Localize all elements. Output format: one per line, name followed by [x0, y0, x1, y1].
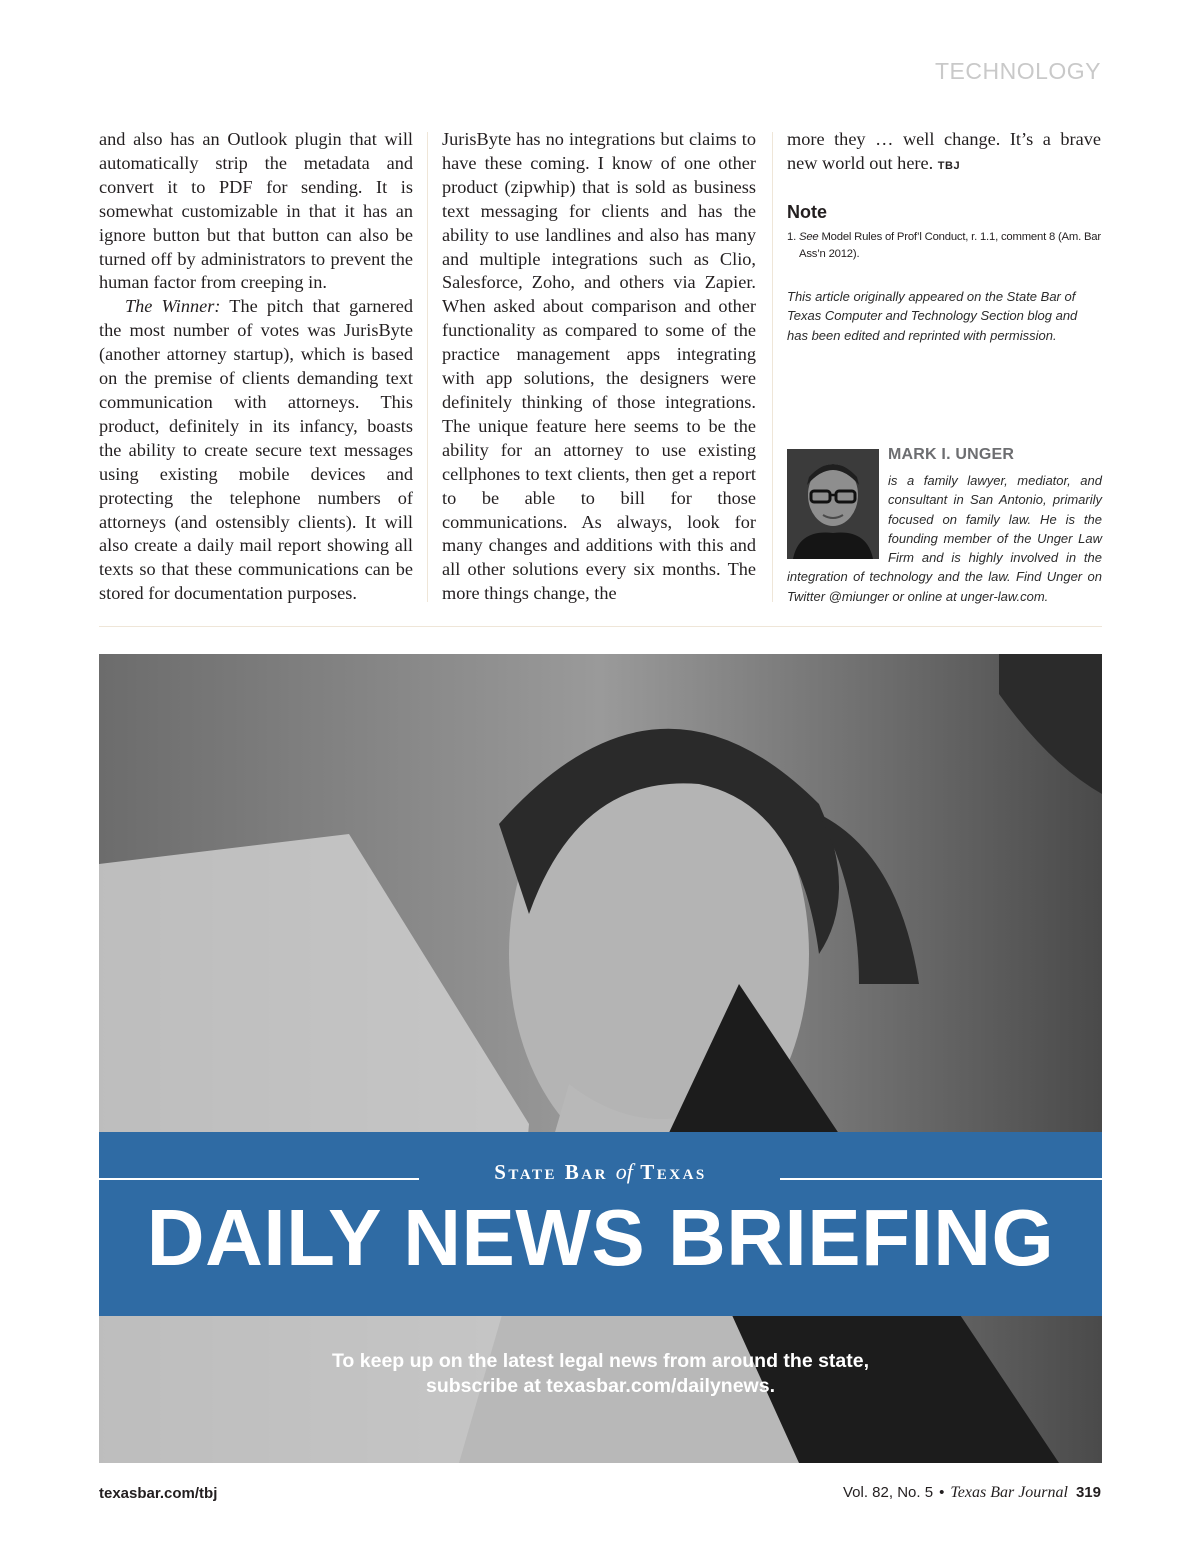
ad-banner — [99, 1132, 1102, 1316]
author-name: MARK I. UNGER — [888, 446, 1015, 463]
ad-photo — [99, 654, 1102, 1463]
paragraph-text: more they … well change. It’s a brave new world out here. — [787, 129, 1101, 173]
footer-volume: Vol. 82, No. 5 — [843, 1484, 934, 1501]
ad-organization — [99, 1159, 1102, 1185]
org-of: of — [615, 1159, 633, 1184]
ad-caption-line: To keep up on the latest legal news from around the state, — [331, 1350, 870, 1372]
notes-heading: Note — [787, 201, 827, 222]
article-column-2 — [442, 128, 756, 606]
article-column-3 — [787, 128, 1101, 345]
paragraph-lead: The Winner: — [125, 296, 221, 317]
reprint-note: This article originally appeared on the State Bar of Texas Computer and Technology Section blog and has been edited and reprinted with permission. — [787, 288, 1078, 343]
org-text: Texas — [632, 1160, 707, 1184]
author-bio — [787, 471, 1102, 606]
author-bio-text: is a family lawyer, mediator, and consultant in San Antonio, primarily focused on family law. He is the founding member of the Unger Law Firm and is highly involved in the integration of technology and the law. Find Unger on Twitter @miunger or online at unger-law.com. — [787, 473, 1102, 604]
article-column-1 — [99, 128, 413, 606]
note-number: 1. — [787, 230, 797, 243]
column-rule — [427, 132, 428, 602]
ad-caption — [99, 1349, 1102, 1399]
bullet-separator: • — [939, 1484, 945, 1501]
paragraph: and also has an Outlook plugin that will automatically strip the metadata and convert it to PDF for sending. It is somewhat customizable in that it has an ignore button but that button can also be turned off by administrators to prevent the human factor from creeping in. — [99, 129, 413, 293]
page-number: 319 — [1075, 1484, 1101, 1501]
column-rule — [772, 132, 773, 602]
paragraph-text: The pitch that garnered the most number of votes was JurisByte (another attorney startup), which is based on the premise of clients demanding text communication with attorneys. This product, definitely in its infancy, boasts the ability to create secure text messages using existing mobile devices and protecting the telephone numbers of attorneys (and ostensibly clients). It will also create a daily mail report showing all texts so that these communications can be stored for documentation purposes. — [99, 296, 414, 604]
footer-url: texasbar.com/tbj — [99, 1485, 218, 1502]
footer-journal: Texas Bar Journal — [950, 1484, 1068, 1501]
section-divider — [99, 626, 1102, 627]
org-text: State Bar — [494, 1160, 616, 1184]
section-label: TECHNOLOGY — [934, 58, 1101, 84]
paragraph: JurisByte has no integrations but claims to have these coming. I know of one other product (zipwhip) that is sold as business text messaging for clients and has the ability to use landlines and also has many and multiple integrations such as Clio, Salesforce, Zoho, and others via Zapier. When asked about comparison and other functionality as compared to some of the practice management apps integrating with app solutions, the designers were definitely thinking of those integrations. The unique feature here seems to be the ability for an attorney to use existing cellphones to text clients, then get a report to be able to bill for those communications. As always, look for many changes and additions with this and all other solutions every six months. The more things change, the — [442, 129, 756, 604]
end-mark: TBJ — [937, 159, 961, 172]
note-signal: See — [798, 230, 819, 243]
paragraph — [99, 295, 413, 606]
footer-info — [843, 1484, 1101, 1502]
note-item — [787, 229, 1101, 263]
daily-news-ad — [99, 654, 1102, 1463]
paragraph — [787, 128, 1101, 179]
note-text: Model Rules of Prof’l Conduct, r. 1.1, comment 8 (Am. Bar Ass’n 2012). — [799, 230, 1101, 260]
ad-title: DAILY NEWS BRIEFING — [146, 1193, 1055, 1282]
ad-caption-line: subscribe at texasbar.com/dailynews. — [426, 1375, 775, 1397]
